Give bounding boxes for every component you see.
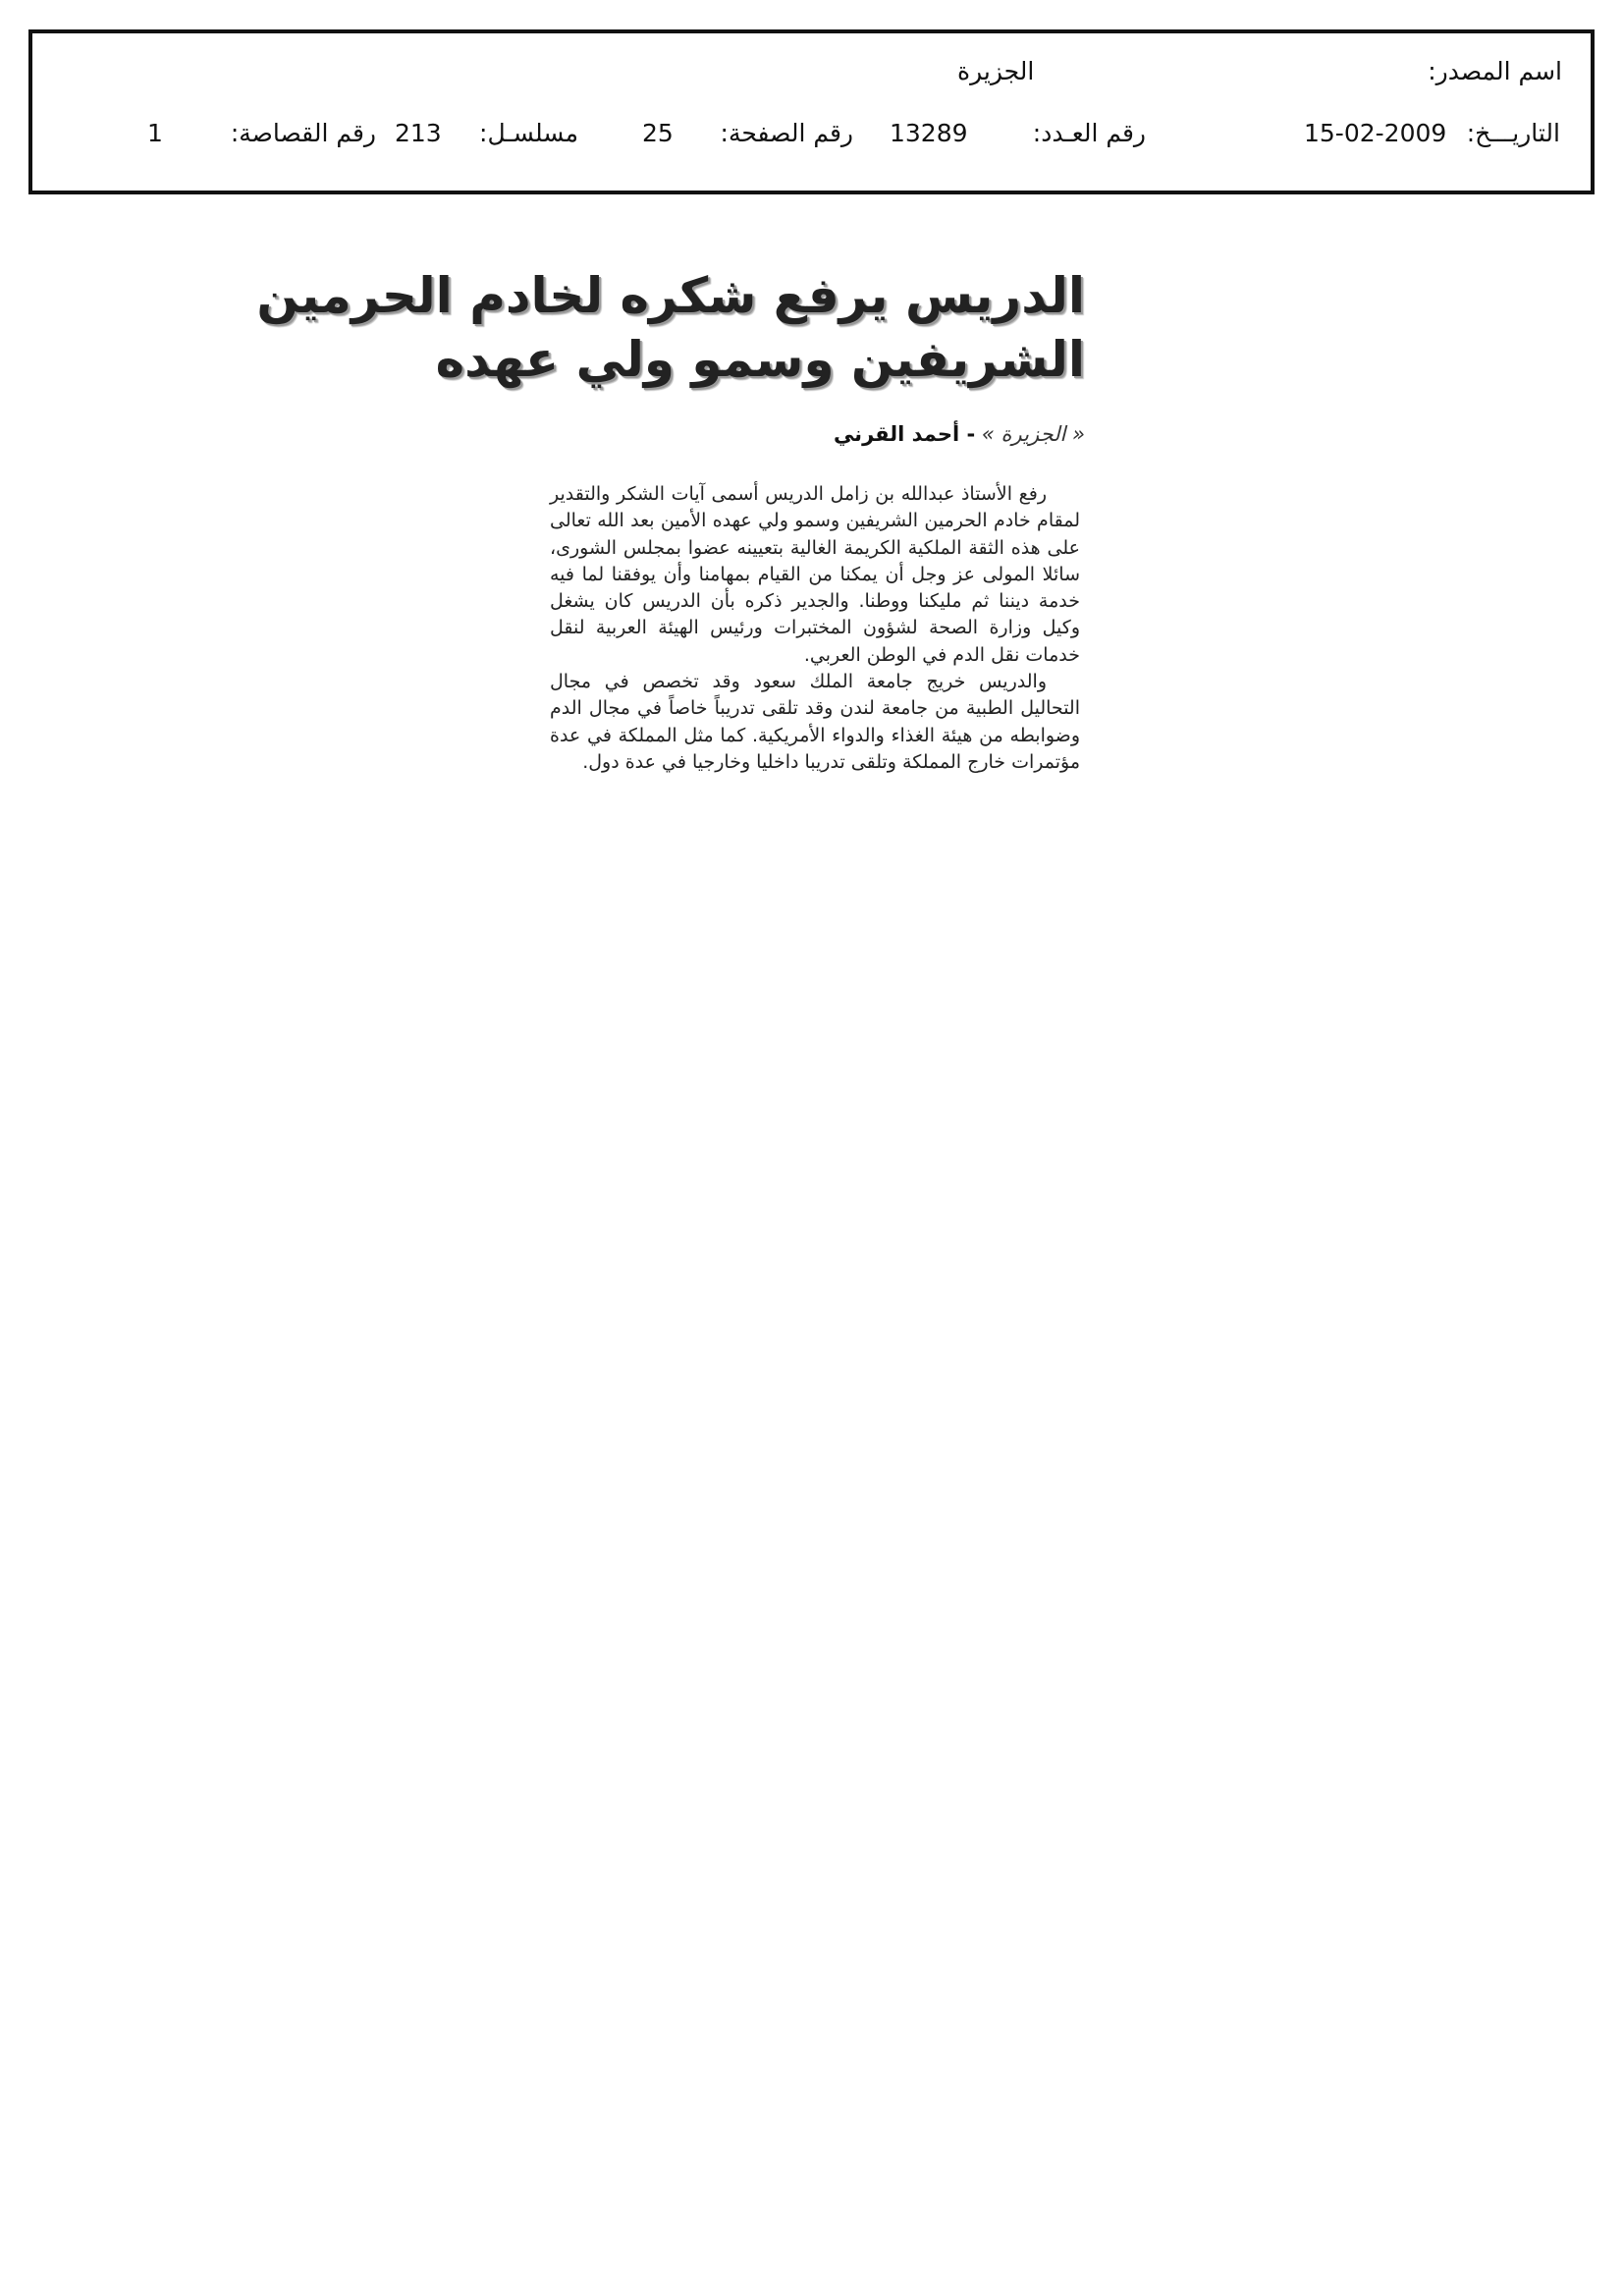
issue-label: رقم العـدد: <box>1032 119 1146 147</box>
byline <box>834 422 1085 446</box>
source-label: اسم المصدر: <box>1428 57 1562 85</box>
headline-line-2: الشريفين وسمو ولي عهده <box>435 331 1085 388</box>
byline-source: « الجزيرة » <box>981 422 1085 446</box>
date-value: 15-02-2009 <box>1304 119 1447 147</box>
page-label: رقم الصفحة: <box>720 119 853 147</box>
clipping-label: رقم القصاصة: <box>230 119 376 147</box>
date-label: التاريـــخ: <box>1466 119 1560 147</box>
page-value: 25 <box>642 119 674 147</box>
headline-line-1: الدريس يرفع شكره لخادم الحرمين <box>256 267 1085 324</box>
issue-value: 13289 <box>890 119 968 147</box>
article-paragraph-2: والدريس خريج جامعة الملك سعود وقد تخصص في مجال التحاليل الطبية من جامعة لندن وقد تلقى تدريباً خاصاً في مجال الدم وضوابطه من هيئة الغذاء والدواء الأمريكية. كما مثل المملكة في عدة مؤتمرات خارج المملكة وتلقى تدريبا داخليا وخارجيا في عدة دول. <box>550 671 1080 773</box>
source-value: الجزيرة <box>957 57 1035 85</box>
serial-value: 213 <box>395 119 442 147</box>
article-paragraph-1: رفع الأستاذ عبدالله بن زامل الدريس أسمى آيات الشكر والتقدير لمقام خادم الحرمين الشريفين وسمو ولي عهده الأمين بعد الله تعالى على هذه الثقة الملكية الكريمة الغالية بتعيينه عضوا بمجلس الشورى، سائلا المولى عز وجل أن يمكنا من القيام بمهامنا وأن يوفقنا لما فيه خدمة ديننا ثم مليكنا ووطنا. والجدير ذكره بأن الدريس كان يشغل وكيل وزارة الصحة لشؤون المختبرات ورئيس الهيئة العربية لنقل خدمات نقل الدم في الوطن العربي. <box>550 483 1080 666</box>
byline-author: - أحمد القرني <box>833 422 976 446</box>
metadata-header-box <box>28 29 1595 194</box>
serial-label: مسلسـل: <box>479 119 578 147</box>
clipping-value: 1 <box>147 119 163 147</box>
article-body <box>550 481 1080 776</box>
